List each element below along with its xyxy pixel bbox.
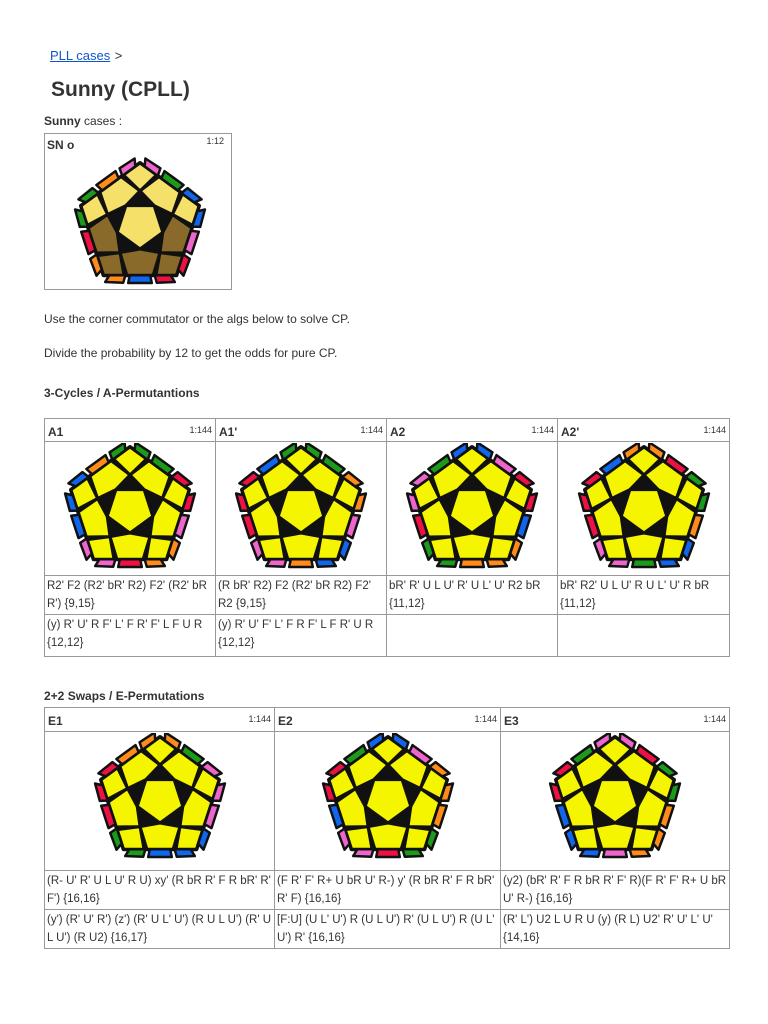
sunny-case-box	[44, 133, 232, 290]
case-name: SN o	[47, 138, 75, 152]
case-name: A1	[48, 425, 64, 439]
corner-side-sticker	[609, 559, 629, 567]
edge-sticker	[281, 533, 321, 559]
case-pentagon-diagram	[574, 443, 714, 571]
e-permutations-table	[44, 707, 730, 949]
algorithm-cell	[387, 615, 558, 657]
edge-side-sticker	[128, 275, 152, 283]
algorithm-cell: R2' F2 (R2' bR' R2) F2' (R2' bR R') {9,15}	[45, 576, 216, 615]
table-header-row	[45, 419, 730, 442]
edge-sticker	[110, 533, 150, 559]
section-heading-e-permutations: 2+2 Swaps / E-Permutations	[44, 689, 205, 703]
edge-side-sticker	[289, 559, 313, 567]
table-header-cell	[558, 419, 730, 442]
case-probability: 1:144	[474, 714, 497, 724]
table-row	[45, 576, 730, 615]
case-probability: 1:12	[206, 136, 224, 146]
case-probability: 1:144	[531, 425, 554, 435]
algorithm-cell: (R' L') U2 L U R U (y) (R L) U2' R' U' L' U' {14,16}	[501, 910, 730, 949]
algorithm-cell	[558, 615, 730, 657]
corner-side-sticker	[658, 559, 678, 567]
corner-side-sticker	[174, 849, 194, 857]
edge-side-sticker	[632, 559, 656, 567]
case-name: E1	[48, 714, 63, 728]
table-header-cell	[275, 708, 501, 732]
case-pentagon-diagram	[231, 443, 371, 571]
table-header-cell	[216, 419, 387, 442]
edge-sticker	[140, 823, 180, 849]
corner-side-sticker	[125, 849, 145, 857]
case-name: A1'	[219, 425, 238, 439]
algorithm-cell: (y) R' U' R F' L' F R' F' L F U R {12,12}	[45, 615, 216, 657]
corner-side-sticker	[316, 559, 336, 567]
case-diagram-cell	[45, 442, 216, 576]
algorithm-cell: bR' R' U L U' R' U L' U' R2 bR {11,12}	[387, 576, 558, 615]
algorithm-cell: (y2) (bR' R' F R bR R' F' R)(F R' F' R+ U bR U' R-) {16,16}	[501, 871, 730, 910]
case-probability: 1:144	[703, 714, 726, 724]
intro-rest: cases :	[80, 114, 123, 128]
breadcrumb	[50, 47, 122, 65]
algorithm-cell: [F:U] (U L' U') R (U L U') R' (U L U') R (U L' U') R' {16,16}	[275, 910, 501, 949]
edge-side-sticker	[603, 849, 627, 857]
case-diagram-cell	[216, 442, 387, 576]
case-name: A2	[390, 425, 406, 439]
page-title: Sunny (CPLL)	[51, 78, 190, 101]
case-name: E2	[278, 714, 293, 728]
table-image-row	[45, 442, 730, 576]
sunny-pentagon-diagram	[71, 157, 209, 292]
corner-side-sticker	[95, 559, 115, 567]
case-pentagon-diagram	[60, 443, 200, 571]
case-probability: 1:144	[189, 425, 212, 435]
case-diagram-cell	[387, 442, 558, 576]
case-pentagon-diagram	[545, 733, 685, 863]
corner-side-sticker	[353, 849, 373, 857]
algorithm-cell: (y) R' U' F' L' F R F' L F R' U R {12,12}	[216, 615, 387, 657]
edge-sticker	[624, 533, 664, 559]
table-header-cell	[501, 708, 730, 732]
breadcrumb-link-pll-cases[interactable]: PLL cases	[50, 48, 111, 63]
table-image-row	[45, 732, 730, 871]
case-name: E3	[504, 714, 519, 728]
table-header-row	[45, 708, 730, 732]
algorithm-cell: (y') (R' U' R') (z') (R' U L' U') (R U L U') (R' U L U') (R U2) {16,17}	[45, 910, 275, 949]
corner-side-sticker	[145, 559, 165, 567]
table-header-cell	[45, 708, 275, 732]
case-pentagon-diagram	[402, 443, 542, 571]
breadcrumb-separator: >	[114, 48, 123, 63]
case-pentagon-diagram	[318, 733, 458, 863]
edge-side-sticker	[118, 559, 142, 567]
case-diagram-cell	[558, 442, 730, 576]
edge-side-sticker	[376, 849, 400, 857]
case-pentagon-diagram	[90, 733, 230, 863]
corner-side-sticker	[266, 559, 286, 567]
case-name: A2'	[561, 425, 580, 439]
edge-side-sticker	[460, 559, 484, 567]
table-row	[45, 871, 730, 910]
a-permutations-table	[44, 418, 730, 657]
edge-sticker	[120, 249, 160, 275]
corner-side-sticker	[402, 849, 422, 857]
case-diagram-cell	[501, 732, 730, 871]
instruction-text-1: Use the corner commutator or the algs below to solve CP.	[44, 312, 350, 326]
corner-side-sticker	[487, 559, 507, 567]
edge-sticker	[452, 533, 492, 559]
algorithm-cell: (R- U' R' U L U' R U) xy' (R bR R' F R bR' R' F') {16,16}	[45, 871, 275, 910]
instruction-text-2: Divide the probability by 12 to get the odds for pure CP.	[44, 346, 338, 360]
corner-side-sticker	[105, 275, 125, 283]
table-header-cell	[45, 419, 216, 442]
algorithm-cell: bR' R2' U L U' R U L' U' R bR {11,12}	[558, 576, 730, 615]
case-probability: 1:144	[248, 714, 271, 724]
corner-side-sticker	[580, 849, 600, 857]
table-row	[45, 910, 730, 949]
case-diagram-cell	[45, 732, 275, 871]
table-header-cell	[387, 419, 558, 442]
edge-sticker	[595, 823, 635, 849]
intro-bold: Sunny	[44, 114, 81, 128]
edge-sticker	[368, 823, 408, 849]
intro-line	[44, 114, 122, 128]
algorithm-cell: (F R' F' R+ U bR U' R-) y' (R bR R' F R bR' R' F) {16,16}	[275, 871, 501, 910]
corner-side-sticker	[630, 849, 650, 857]
case-probability: 1:144	[360, 425, 383, 435]
corner-side-sticker	[437, 559, 457, 567]
edge-side-sticker	[148, 849, 172, 857]
corner-side-sticker	[155, 275, 175, 283]
algorithm-cell: (R bR' R2) F2 (R2' bR R2) F2' R2 {9,15}	[216, 576, 387, 615]
case-diagram-cell	[275, 732, 501, 871]
table-row	[45, 615, 730, 657]
case-probability: 1:144	[703, 425, 726, 435]
section-heading-a-permutations: 3-Cycles / A-Permutantions	[44, 386, 200, 400]
